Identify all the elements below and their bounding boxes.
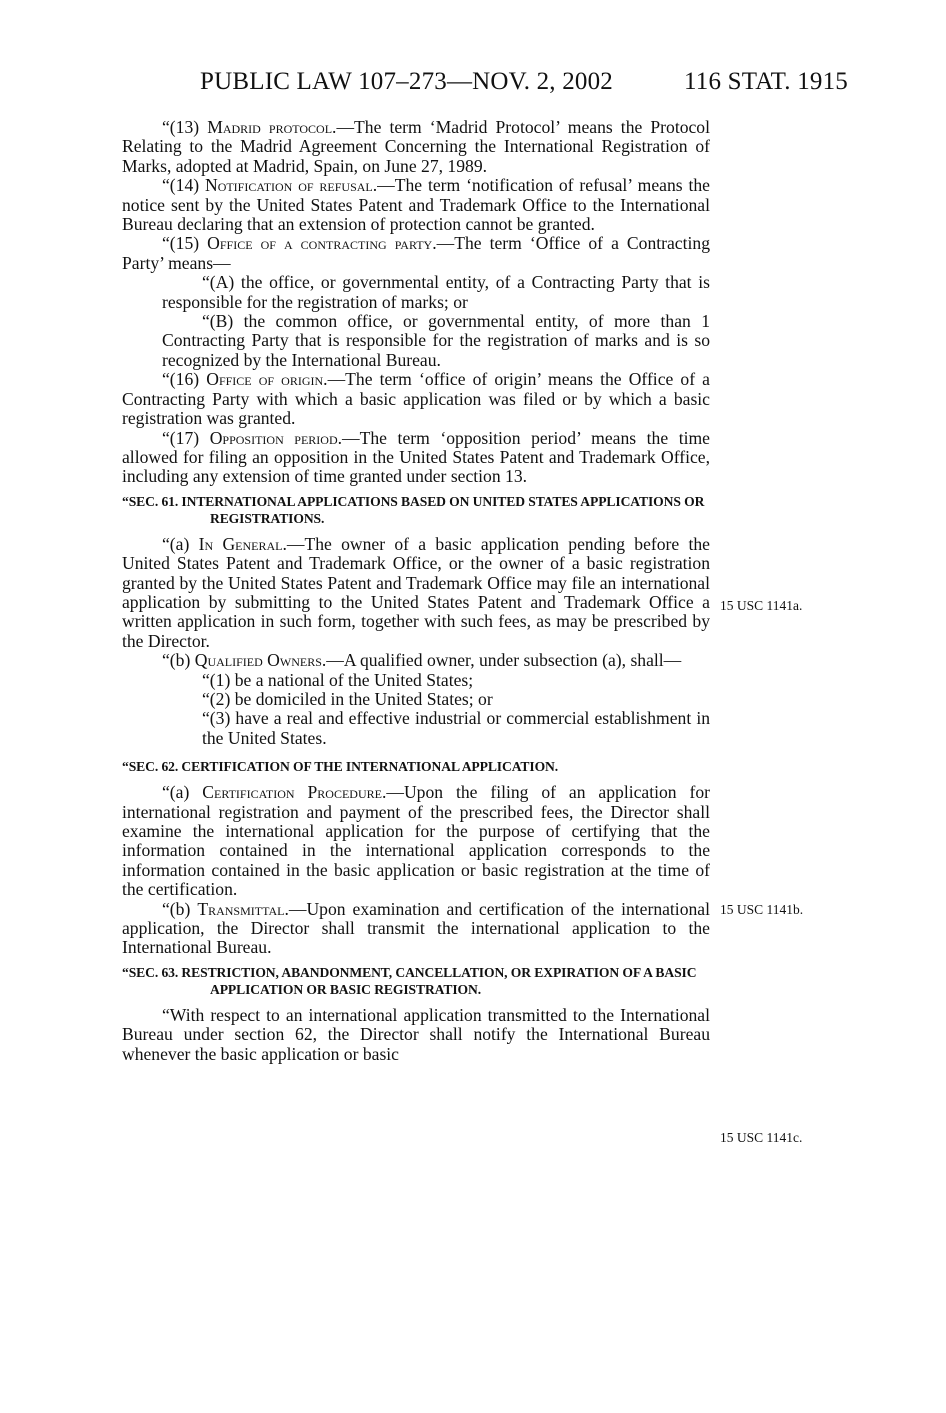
section-61-a: “(a) In General.—The owner of a basic application pending before the United States Patent and Trademark Office, or the owner of a basic registration granted by the United States Patent and Trademark Office may file an international application by submitting to the United States Patent and Trademark Office a written application in such form, together with such fees, as may be prescribed by the Director.	[122, 533, 710, 651]
margin-note-sec61: 15 USC 1141a.	[720, 598, 803, 613]
section-63-text: “With respect to an international application transmitted to the International Bureau under section 62, the Director shall notify the International Bureau whenever the basic application or basic	[122, 1004, 710, 1064]
section-61-b-1: “(1) be a national of the United States;	[202, 669, 474, 690]
section-61-b-2: “(2) be domiciled in the United States; or	[202, 688, 493, 709]
section-63-heading: “SEC. 63. RESTRICTION, ABANDONMENT, CANCELLATION, OR EXPIRATION OF A BASIC APPLICATION OR BASIC REGISTRATION.	[122, 964, 697, 997]
definition-15-a: “(A) the office, or governmental entity, of a Contracting Party that is responsible for the registration of marks; or	[162, 272, 710, 312]
running-header-page: 116 STAT. 1915	[684, 68, 848, 95]
section-61-b: “(b) Qualified Owners.—A qualified owner, under subsection (a), shall—	[162, 650, 682, 671]
definition-13: “(13) Madrid protocol.—The term ‘Madrid Protocol’ means the Protocol Relating to the Madrid Agreement Concerning the International Registration of Marks, adopted at Madrid, Spain, on June 27, 1989.	[122, 117, 710, 176]
definition-16: “(16) Office of origin.—The term ‘office of origin’ means the Office of a Contracting Party with which a basic application was filed or by which a basic registration was granted.	[122, 369, 710, 429]
section-61-heading: “SEC. 61. INTERNATIONAL APPLICATIONS BASED ON UNITED STATES APPLICATIONS OR REGISTRATIONS.	[122, 493, 705, 526]
running-header-title: PUBLIC LAW 107–273—NOV. 2, 2002	[200, 68, 614, 95]
section-62-b: “(b) Transmittal.—Upon examination and certification of the international application, the Director shall transmit the international application to the International Bureau.	[122, 898, 710, 958]
definition-17: “(17) Opposition period.—The term ‘opposition period’ means the time allowed for filing an opposition in the United States Patent and Trademark Office, including any extension of time granted under section 13.	[122, 427, 710, 487]
section-62-a: “(a) Certification Procedure.—Upon the filing of an application for international registration and payment of the prescribed fees, the Director shall examine the international application for the purpose of certifying that the information contained in the international application corresponds to the information contained in the basic application or basic registration at the time of the certification.	[122, 782, 711, 900]
section-62-heading: “SEC. 62. CERTIFICATION OF THE INTERNATIONAL APPLICATION.	[122, 759, 559, 775]
body-text	[122, 118, 710, 1064]
definition-15: “(15) Office of a contracting party.—The term ‘Office of a Contracting Party’ means—	[122, 233, 710, 273]
section-61-b-3: “(3) have a real and effective industrial or commercial establishment in the United States.	[202, 708, 710, 748]
definition-15-b: “(B) the common office, or governmental entity, of more than 1 Contracting Party that is responsible for the registration of marks and is so recognized by the International Bureau.	[162, 311, 710, 370]
margin-note-sec63: 15 USC 1141c.	[720, 1130, 803, 1145]
margin-note-sec62: 15 USC 1141b.	[720, 902, 804, 917]
definition-14: “(14) Notification of refusal.—The term ‘notification of refusal’ means the notice sent by the United States Patent and Trademark Office to the International Bureau declaring that an extension of protection cannot be granted.	[122, 175, 710, 235]
